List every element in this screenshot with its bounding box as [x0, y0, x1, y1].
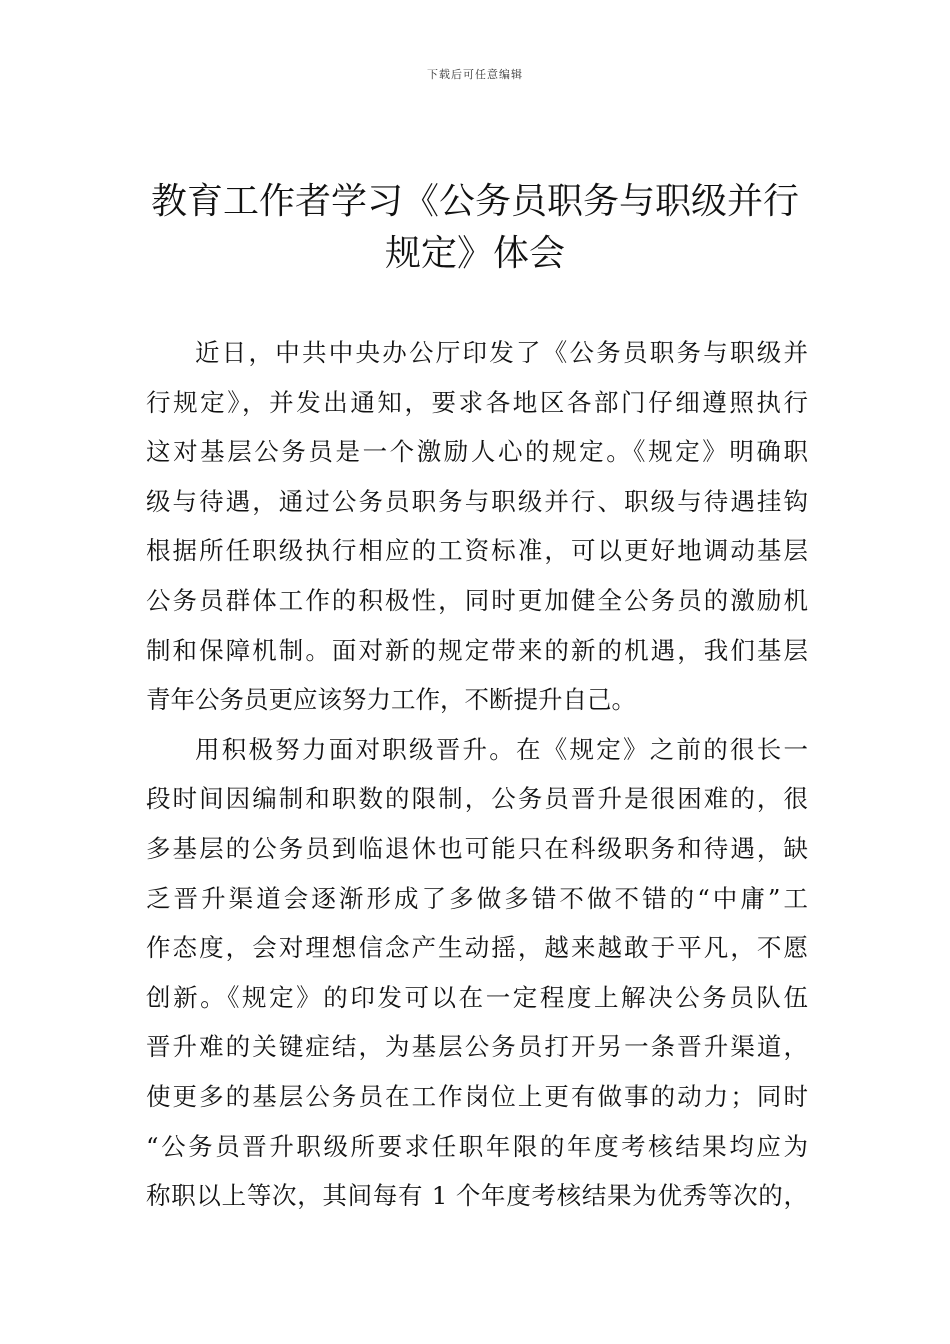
document-title [120, 176, 830, 280]
paragraph-line: 用积极努力面对职级晋升。在《规定》之前的很长一 [195, 734, 808, 764]
paragraph-line: “公务员晋升职级所要求任职年限的年度考核结果均应为 [146, 1131, 808, 1161]
paragraph-line: 青年公务员更应该努力工作，不断提升自己。 [146, 685, 636, 715]
header-note: 下载后可任意编辑 [427, 68, 523, 81]
paragraph-line: 使更多的基层公务员在工作岗位上更有做事的动力；同时 [146, 1081, 808, 1111]
paragraph-line: 行规定》，并发出通知，要求各地区各部门仔细遵照执行 [146, 387, 808, 417]
paragraph-line: 级与待遇，通过公务员职务与职级并行、职级与待遇挂钩 [146, 486, 808, 516]
paragraph-line: 公务员群体工作的积极性，同时更加健全公务员的激励机 [146, 585, 808, 615]
paragraph-line: 多基层的公务员到临退休也可能只在科级职务和待遇，缺 [146, 833, 808, 863]
paragraph-2 [146, 730, 808, 1226]
title-line-2: 规定》体会 [384, 233, 565, 274]
paragraph-line: 根据所任职级执行相应的工资标准，可以更好地调动基层 [146, 536, 808, 566]
paragraph-line: 近日，中共中央办公厅印发了《公务员职务与职级并 [195, 338, 808, 367]
paragraph-line: 作态度，会对理想信念产生动摇，越来越敢于平凡，不愿 [146, 933, 808, 963]
paragraph-line: 晋升难的关键症结，为基层公务员打开另一条晋升渠道， [146, 1032, 808, 1062]
paragraph-line: 乏晋升渠道会逐渐形成了多做多错不做不错的“中庸”工 [146, 883, 808, 913]
paragraph-line: 这对基层公务员是一个激励人心的规定。《规定》明确职 [146, 437, 808, 467]
paragraph-line: 称职以上等次，其间每有 1 个年度考核结果为优秀等次的， [146, 1181, 808, 1211]
title-line-1: 教育工作者学习《公务员职务与职级并行 [150, 181, 799, 222]
document-body [146, 333, 808, 1226]
paragraph-line: 创新。《规定》的印发可以在一定程度上解决公务员队伍 [146, 982, 808, 1012]
paragraph-1 [146, 333, 808, 730]
paragraph-line: 制和保障机制。面对新的规定带来的新的机遇，我们基层 [146, 635, 808, 665]
paragraph-line: 段时间因编制和职数的限制，公务员晋升是很困难的，很 [146, 784, 808, 814]
